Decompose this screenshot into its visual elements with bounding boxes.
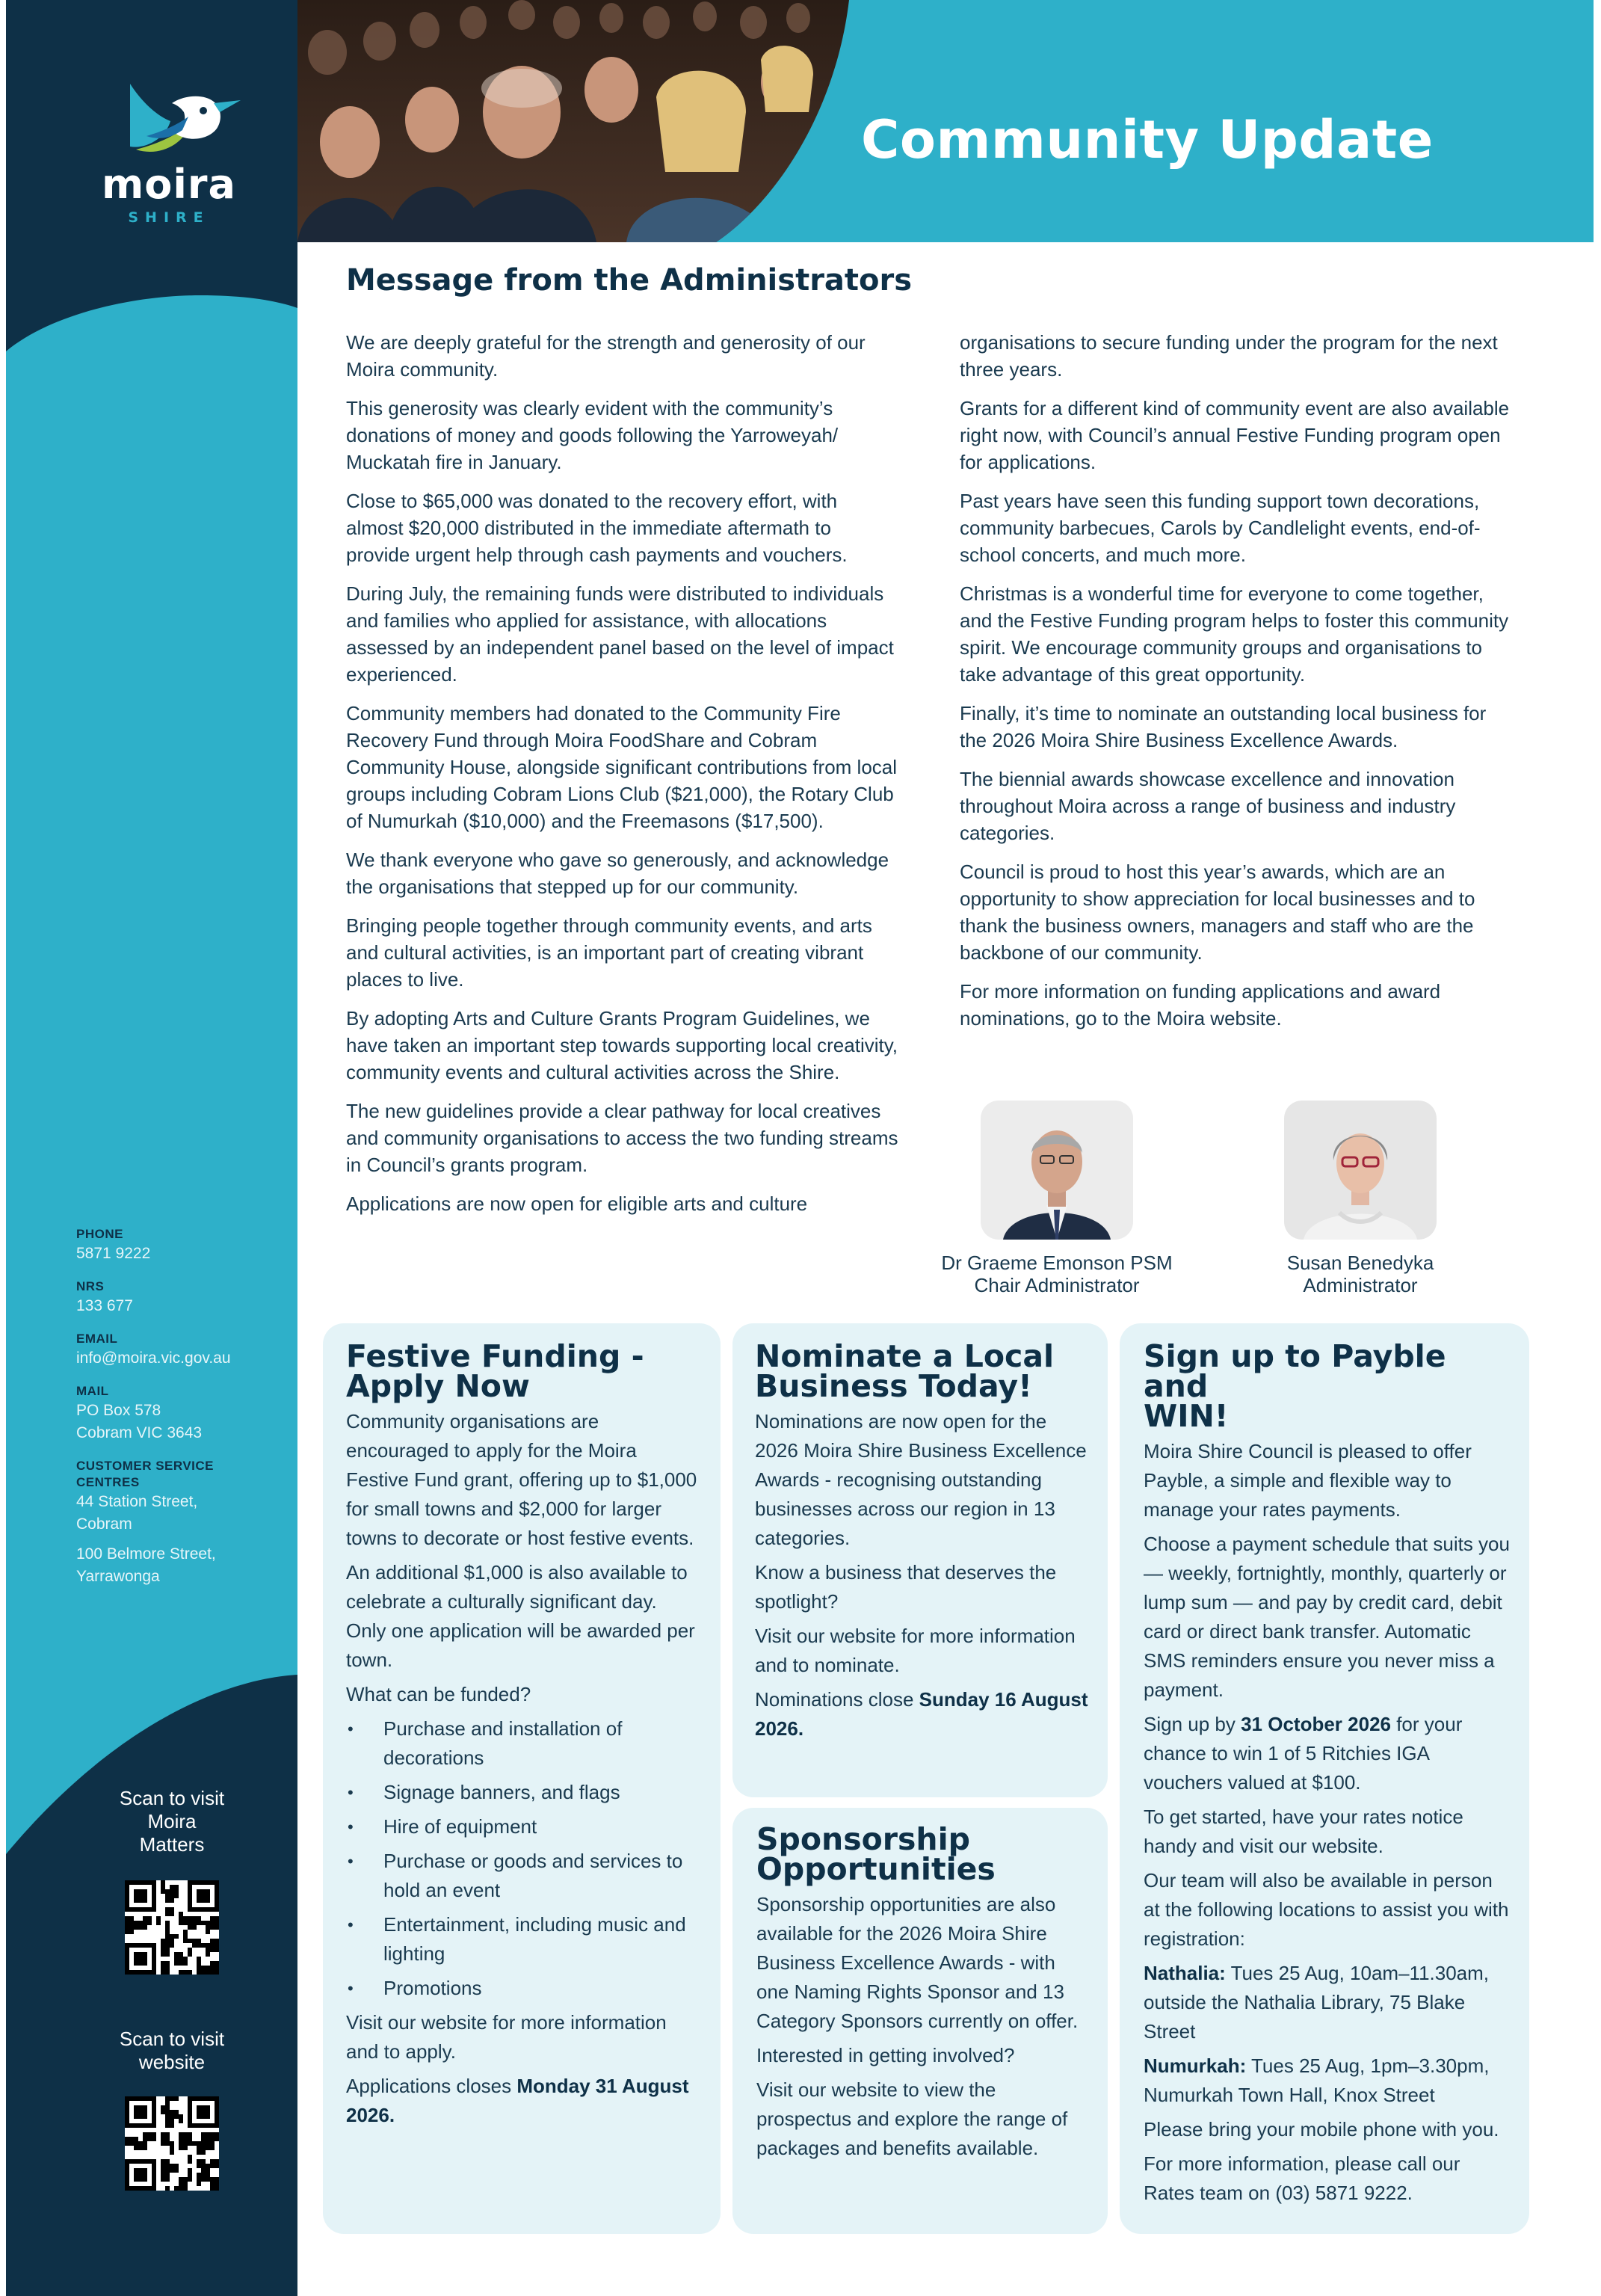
email-link[interactable]: info@moira.vic.gov.au bbox=[76, 1349, 231, 1367]
phone-value[interactable]: 5871 9222 bbox=[76, 1245, 151, 1262]
article-paragraph: For more information on funding applications and award nominations, go to the Moira website. bbox=[960, 980, 1441, 1029]
article-paragraph: Council is proud to host this year’s awards, which are an opportunity to show appreciation for local businesses and to thank the business owners, managers and staff who are the backbone of our community. bbox=[960, 861, 1475, 964]
payble-body bbox=[1144, 1437, 1510, 2208]
list-item: • Purchase or goods and services to hold an event bbox=[346, 1847, 701, 1905]
list-item: • Entertainment, including music and lighting bbox=[346, 1910, 701, 1969]
article-paragraph: Christmas is a wonderful time for everyone to come together, and the Festive Funding program helps to foster this community spirit. We encourage community groups and organisations to take advantage of this great opportunity. bbox=[960, 582, 1509, 686]
nominate-closing-prefix: Nominations close bbox=[755, 1688, 919, 1711]
nrs-value[interactable]: 133 677 bbox=[76, 1297, 133, 1314]
administrator-role: Administrator bbox=[1303, 1274, 1418, 1296]
admin-member bbox=[1226, 1101, 1495, 1296]
location-details: Tues 25 Aug, 1pm–3.30pm, Numurkah Town Hall, Knox Street bbox=[1144, 2055, 1490, 2106]
nominate-heading: Nominate a Local Business Today! bbox=[755, 1338, 1055, 1404]
mail-address bbox=[76, 1400, 293, 1444]
payble-location-numurkah bbox=[1144, 2052, 1510, 2110]
festive-paragraph: Visit our website for more information and to apply. bbox=[346, 2011, 667, 2063]
bird-logo-icon bbox=[94, 78, 244, 160]
sponsorship-box bbox=[732, 1808, 1108, 2234]
sponsorship-body bbox=[756, 1890, 1088, 2163]
administrator-name: Susan Benedyka bbox=[1286, 1252, 1434, 1274]
festive-paragraph: An additional $1,000 is also available to celebrate a culturally significant day. Only one application will be awarded per town. bbox=[346, 1561, 695, 1671]
article-paragraph: The biennial awards showcase excellence and innovation throughout Moira across a range of business and industry categories. bbox=[960, 768, 1456, 844]
article-heading: Message from the Administrators bbox=[346, 263, 913, 298]
logo-subtitle: SHIRE bbox=[128, 209, 210, 226]
sponsorship-paragraph: Visit our website to view the prospectus and explore the range of packages and benefits available. bbox=[756, 2078, 1068, 2159]
page-title: Community Update bbox=[861, 109, 1434, 170]
nrs-label: NRS bbox=[76, 1279, 105, 1293]
article-paragraph: Community members had donated to the Community Fire Recovery Fund through Moira FoodShare and Cobram Community House, alongside significant contributions from local groups including Cobram Lions Club ($21,000), the Rotary Club of Numurkah ($10,000) and the Freemasons ($17,500). bbox=[346, 702, 898, 832]
sponsorship-paragraph: Sponsorship opportunities are also available for the 2026 Moira Shire Business Excellence Awards - with one Naming Rights Sponsor and 13 Category Sponsors currently on offer. bbox=[756, 1893, 1079, 2032]
payble-paragraph bbox=[1144, 1710, 1510, 1797]
location-details: Tues 25 Aug, 10am–11.30am, outside the Nathalia Library, 75 Blake Street bbox=[1144, 1962, 1490, 2043]
payble-signup-date: 31 October 2026 bbox=[1241, 1713, 1391, 1735]
article-paragraph: This generosity was clearly evident with the community’s donations of money and goods following the Yarroweyah/ Muckatah fire in January. bbox=[346, 397, 839, 473]
nominate-closing bbox=[755, 1685, 1088, 1743]
nominate-business-box bbox=[732, 1323, 1108, 1797]
list-item: • Hire of equipment bbox=[346, 1812, 701, 1841]
payble-paragraph: Moira Shire Council is pleased to offer Payble, a simple and flexible way to manage your rates payments. bbox=[1144, 1440, 1472, 1521]
festive-closing-date: Monday 31 August 2026. bbox=[346, 2075, 689, 2126]
article-paragraph: During July, the remaining funds were distributed to individuals and families who applied for assistance, with allocations assessed by an independent panel based on the level of impact experienced. bbox=[346, 582, 894, 686]
article-paragraph: Applications are now open for eligible arts and culture bbox=[346, 1192, 808, 1215]
chair-administrator-name: Dr Graeme Emonson PSM bbox=[941, 1252, 1173, 1274]
article-paragraph: We thank everyone who gave so generously, and acknowledge the organisations that stepped up for our community. bbox=[346, 849, 889, 898]
article-column-right bbox=[960, 329, 1513, 1044]
payble-paragraph: To get started, have your rates notice handy and visit our website. bbox=[1144, 1806, 1463, 1857]
article-paragraph: Bringing people together through community events, and arts and cultural activities, is an important part of creating vibrant places to live. bbox=[346, 914, 872, 991]
payble-signup-suffix: for your chance to win 1 of 5 Ritchies IGA vouchers valued at $100. bbox=[1144, 1713, 1463, 1794]
article-paragraph: We are deeply grateful for the strength and generosity of our Moira community. bbox=[346, 331, 866, 381]
article-paragraph: Past years have seen this funding support town decorations, community barbecues, Carols by Candlelight events, end-of-school concerts, and much more. bbox=[960, 490, 1481, 566]
cobram-address: 44 Station Street, Cobram bbox=[76, 1493, 198, 1533]
payble-location-nathalia bbox=[1144, 1959, 1510, 2046]
payble-box bbox=[1120, 1323, 1529, 2234]
contact-details bbox=[76, 1226, 293, 1601]
sponsorship-paragraph: Interested in getting involved? bbox=[756, 2044, 1015, 2066]
payble-paragraph: Please bring your mobile phone with you. bbox=[1144, 2118, 1499, 2140]
nominate-body bbox=[755, 1407, 1088, 1743]
sponsorship-heading: Sponsorship Opportunities bbox=[756, 1821, 996, 1887]
yarrawonga-address: 100 Belmore Street, Yarrawonga bbox=[76, 1545, 216, 1585]
festive-closing bbox=[346, 2072, 701, 2130]
payble-heading: Sign up to Payble and WIN! bbox=[1144, 1338, 1446, 1434]
payble-signup-prefix: Sign up by bbox=[1144, 1713, 1241, 1735]
mail-label: MAIL bbox=[76, 1384, 109, 1398]
article-paragraph: Close to $65,000 was donated to the recovery effort, with almost $20,000 distributed in the immediate aftermath to provide urgent help through cash payments and vouchers. bbox=[346, 490, 848, 566]
festive-funding-heading: Festive Funding - Apply Now bbox=[346, 1338, 644, 1404]
nominate-paragraph: Visit our website for more information and to nominate. bbox=[755, 1625, 1076, 1676]
festive-closing-prefix: Applications closes bbox=[346, 2075, 517, 2097]
administrator-photo bbox=[1284, 1101, 1437, 1240]
location-name: Nathalia: bbox=[1144, 1962, 1226, 1984]
article-paragraph: Grants for a different kind of community event are also available right now, with Council’s annual Festive Funding program open for applications. bbox=[960, 397, 1510, 473]
phone-label: PHONE bbox=[76, 1227, 123, 1241]
list-item: • Signage banners, and flags bbox=[346, 1778, 701, 1807]
qr-website-caption: Scan to visit website bbox=[119, 2028, 225, 2073]
location-name: Numurkah: bbox=[1144, 2055, 1247, 2077]
customer-service-label: CUSTOMER SERVICE CENTRES bbox=[76, 1459, 215, 1489]
qr-website bbox=[90, 2028, 254, 2191]
qr-moira-matters bbox=[90, 1787, 254, 1975]
sidebar bbox=[6, 0, 297, 2296]
qr-code-icon[interactable] bbox=[125, 1880, 219, 1975]
article-column-left bbox=[346, 329, 899, 1229]
funded-items-list bbox=[346, 1714, 701, 2003]
payble-paragraph: Our team will also be available in person at the following locations to assist you with registration: bbox=[1144, 1869, 1509, 1950]
admin-chair bbox=[922, 1101, 1191, 1296]
chair-administrator-photo bbox=[981, 1101, 1133, 1240]
nominate-paragraph: Nominations are now open for the 2026 Moira Shire Business Excellence Awards - recognising outstanding businesses across our region in 13 categories. bbox=[755, 1410, 1087, 1549]
logo-wordmark: moira bbox=[102, 161, 236, 208]
list-item: • Purchase and installation of decorations bbox=[346, 1714, 701, 1773]
festive-paragraph: Community organisations are encouraged to apply for the Moira Festive Fund grant, offering up to $1,000 for small towns and $2,000 for larger towns to decorate or host festive events. bbox=[346, 1410, 697, 1549]
nominate-closing-date: Sunday 16 August 2026. bbox=[755, 1688, 1088, 1740]
payble-paragraph: For more information, please call our Rates team on (03) 5871 9222. bbox=[1144, 2152, 1460, 2204]
payble-paragraph: Choose a payment schedule that suits you — weekly, fortnightly, monthly, quarterly or lump sum — and pay by credit card, debit card or direct bank transfer. Automatic SMS reminders ensure you never miss a payment. bbox=[1144, 1533, 1510, 1701]
qr-moira-matters-caption: Scan to visit Moira Matters bbox=[119, 1787, 225, 1856]
qr-code-icon[interactable] bbox=[125, 2096, 219, 2191]
email-label: EMAIL bbox=[76, 1332, 118, 1346]
festive-funding-body bbox=[346, 1407, 701, 2130]
moira-shire-logo bbox=[94, 78, 244, 226]
article-paragraph: organisations to secure funding under the program for the next three years. bbox=[960, 331, 1498, 381]
mail-line-1: PO Box 578 bbox=[76, 1402, 161, 1419]
article-paragraph: Finally, it’s time to nominate an outstanding local business for the 2026 Moira Shire Business Excellence Awards. bbox=[960, 702, 1487, 751]
article-paragraph: The new guidelines provide a clear pathway for local creatives and community organisations to access the two funding streams in Council’s grants program. bbox=[346, 1100, 898, 1176]
mail-line-2: Cobram VIC 3643 bbox=[76, 1424, 203, 1441]
festive-paragraph: What can be funded? bbox=[346, 1683, 531, 1705]
nominate-paragraph: Know a business that deserves the spotlight? bbox=[755, 1561, 1057, 1613]
audience-photo bbox=[297, 0, 849, 242]
chair-administrator-role: Chair Administrator bbox=[974, 1274, 1140, 1296]
list-item: • Promotions bbox=[346, 1974, 701, 2003]
festive-funding-box bbox=[323, 1323, 721, 2234]
article-paragraph: By adopting Arts and Culture Grants Program Guidelines, we have taken an important step towards supporting local creativity, community events and cultural activities across the Shire. bbox=[346, 1007, 898, 1083]
